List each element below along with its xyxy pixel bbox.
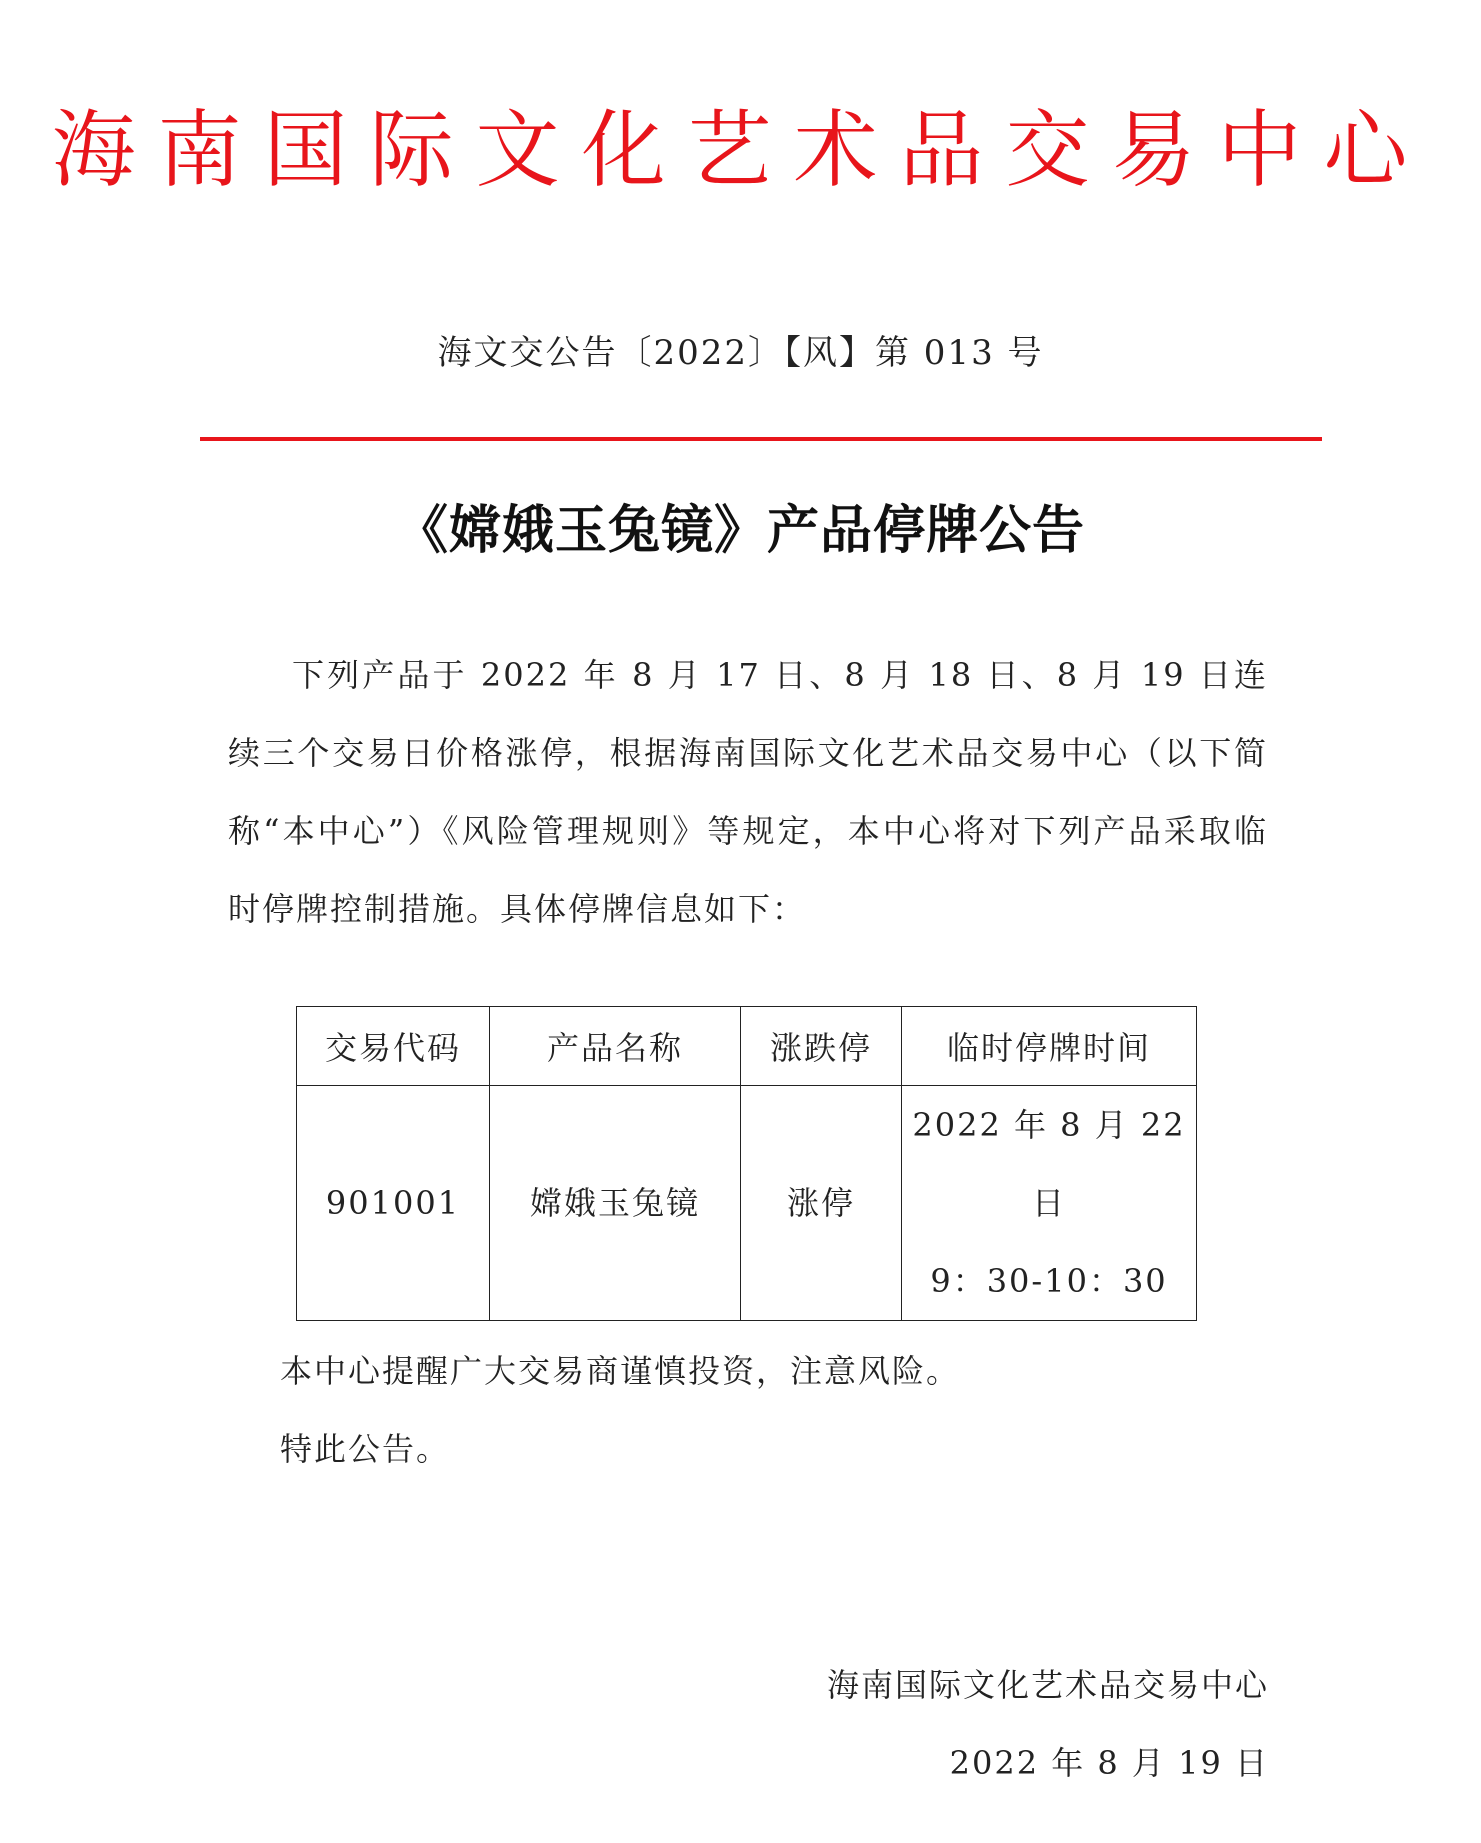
document-number: 海文交公告〔2022〕【风】第 013 号 bbox=[437, 333, 1044, 373]
suspension-table bbox=[296, 1006, 1197, 1321]
signature-date: 2022 年 8 月 19 日 bbox=[949, 1744, 1269, 1782]
closing-statement: 特此公告。 bbox=[280, 1430, 451, 1468]
suspension-time-range: 9：30-10：30 bbox=[930, 1262, 1168, 1300]
issuer-header-title: 海南国际文化艺术品交易中心 bbox=[51, 101, 1430, 199]
table-header-row bbox=[297, 1007, 1197, 1086]
notice-title: 《嫦娥玉兔镜》产品停牌公告 bbox=[395, 500, 1085, 561]
cell-suspension-time bbox=[902, 1086, 1197, 1321]
table-header-name: 产品名称 bbox=[490, 1007, 741, 1086]
body-paragraph: 下列产品于 2022 年 8 月 17 日、8 月 18 日、8 月 19 日连续三个交易日价格涨停，根据海南国际文化艺术品交易中心（以下简称“本中心”）《风险管理规则》等规定，本中心将对下列产品采取临时停牌控制措施。具体停牌信息如下： bbox=[228, 656, 1268, 928]
table-header-time: 临时停牌时间 bbox=[902, 1007, 1197, 1086]
cell-trade-code: 901001 bbox=[297, 1086, 490, 1321]
table-header-code: 交易代码 bbox=[297, 1007, 490, 1086]
cell-limit-status: 涨停 bbox=[741, 1086, 902, 1321]
table-header-limit: 涨跌停 bbox=[741, 1007, 902, 1086]
table-row bbox=[297, 1086, 1197, 1321]
signature-organization: 海南国际文化艺术品交易中心 bbox=[826, 1666, 1269, 1704]
risk-reminder: 本中心提醒广大交易商谨慎投资，注意风险。 bbox=[280, 1352, 961, 1390]
suspension-date: 2022 年 8 月 22 日 bbox=[912, 1106, 1186, 1222]
header-divider bbox=[200, 437, 1322, 441]
cell-product-name: 嫦娥玉兔镜 bbox=[490, 1086, 741, 1321]
